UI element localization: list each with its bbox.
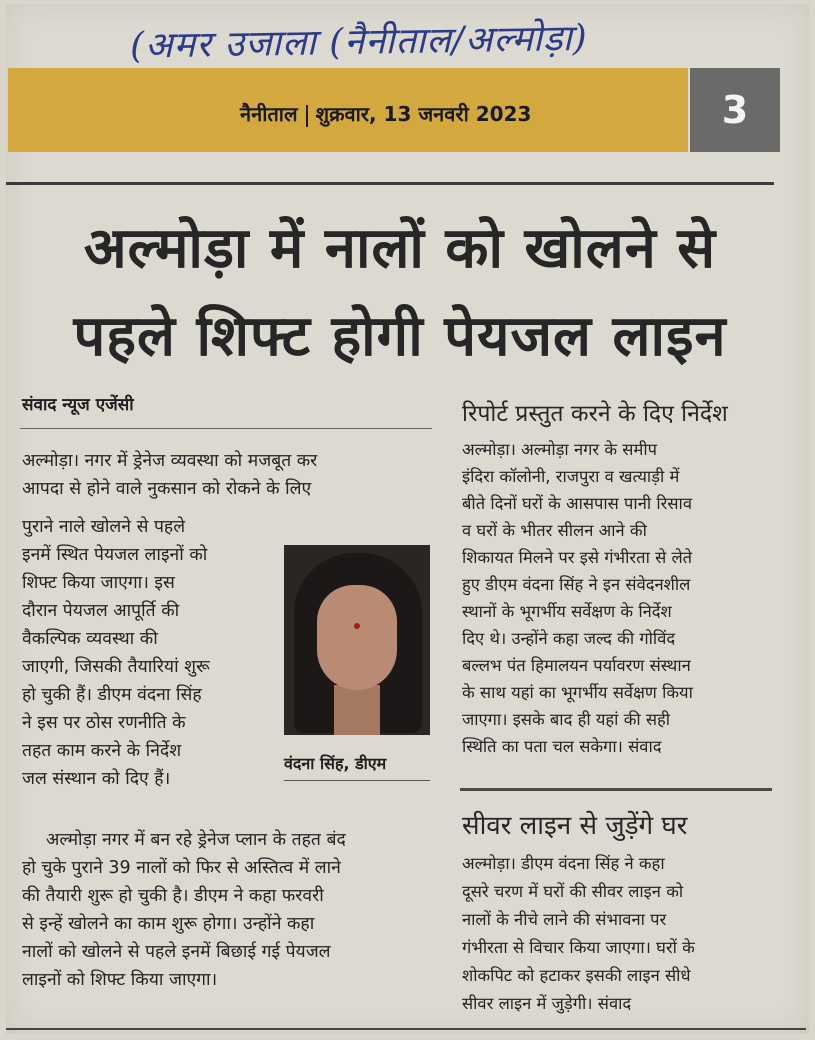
article-line: वैकल्पिक व्यवस्था की: [22, 629, 158, 649]
article-line: हो चुकी हैं। डीएम वंदना सिंह: [22, 685, 202, 705]
sidebar-line: नालों के नीचे लाने की संभावना पर: [462, 910, 667, 929]
masthead-separator: [306, 105, 308, 127]
sidebar-line: जाएगा। इसके बाद ही यहां की सही: [462, 710, 671, 729]
article-line: आपदा से होने वाले नुकसान को रोकने के लिए: [22, 479, 312, 499]
sidebar-line: इंदिरा कॉलोनी, राजपुरा व खत्याड़ी में: [462, 467, 680, 486]
article-narrow-column: [22, 513, 280, 793]
sidebar-line: स्थानों के भूगर्भीय सर्वेक्षण के निर्देश: [462, 602, 672, 621]
masthead-date: शुक्रवार, 13 जनवरी 2023: [315, 102, 532, 126]
headline: [20, 205, 780, 381]
article-line: हो चुके पुराने 39 नालों को फिर से अस्तित्व में लाने: [22, 858, 341, 878]
sidebar-line: के साथ यहां का भूगर्भीय सर्वेक्षण किया: [462, 683, 693, 702]
caption-rule: [284, 780, 430, 781]
article-line: नालों को खोलने से पहले इनमें बिछाई गई पेयजल: [22, 942, 331, 962]
sidebar-line: दिए थे। उन्होंने कहा जल्द की गोविंद: [462, 629, 676, 648]
article-line: लाइनों को शिफ्ट किया जाएगा।: [22, 970, 218, 990]
headline-line-2: पहले शिफ्ट होगी पेयजल लाइन: [73, 304, 727, 369]
sidebar-sewer: [462, 806, 772, 1018]
article-line: जाएगी, जिसकी तैयारियां शुरू: [22, 657, 210, 677]
byline: संवाद न्यूज एजेंसी: [22, 395, 134, 415]
sidebar-report-heading: रिपोर्ट प्रस्तुत करने के दिए निर्देश: [462, 401, 728, 427]
article-line: तहत काम करने के निर्देश: [22, 741, 182, 761]
sidebar-line: अल्मोड़ा। अल्मोड़ा नगर के समीप: [462, 440, 657, 459]
article-line: से इन्हें खोलने का काम शुरू होगा। उन्होंने कहा: [22, 914, 315, 934]
bottom-rule: [6, 1028, 806, 1030]
photo-face: [317, 585, 397, 690]
sidebar-report-body: [462, 436, 772, 760]
article-line: जल संस्थान को दिए हैं।: [22, 769, 171, 789]
photo-bindi: [354, 623, 360, 629]
sidebar-line: बल्लभ पंत हिमालयन पर्यावरण संस्थान: [462, 656, 691, 675]
photo-neck: [334, 685, 380, 735]
article-line: अल्मोड़ा नगर में बन रहे ड्रेनेज प्लान के तहत बंद: [46, 830, 346, 850]
byline-rule: [20, 428, 432, 429]
handwritten-note: (अमर उजाला (नैनीताल/अल्मोड़ा): [129, 17, 589, 67]
photo-caption: वंदना सिंह, डीएम: [284, 754, 387, 773]
sidebar-divider: [460, 788, 772, 791]
article-lead: [22, 447, 432, 503]
sidebar-line: दूसरे चरण में घरों की सीवर लाइन को: [462, 882, 684, 901]
article-line: शिफ्ट किया जाएगा। इस: [22, 573, 175, 593]
article-line: अल्मोड़ा। नगर में ड्रेनेज व्यवस्था को मजबूत कर: [22, 451, 318, 471]
page-number: 3: [721, 88, 749, 132]
masthead-text: [240, 100, 531, 127]
sidebar-line: स्थिति का पता चल सकेगा। संवाद: [462, 737, 662, 756]
sidebar-line: गंभीरता से विचार किया जाएगा। घरों के: [462, 938, 695, 957]
masthead-location: नैनीताल: [240, 102, 298, 126]
dm-photo: [284, 545, 430, 735]
sidebar-report: [462, 396, 772, 760]
article-paragraph-2: [22, 826, 434, 994]
sidebar-line: सीवर लाइन में जुड़ेगी। संवाद: [462, 994, 632, 1013]
sidebar-line: हुए डीएम वंदना सिंह ने इन संवेदनशील: [462, 575, 691, 594]
sidebar-sewer-body: [462, 850, 772, 1018]
sidebar-sewer-heading: सीवर लाइन से जुड़ेंगे घर: [462, 811, 688, 841]
sidebar-line: शोकपिट को हटाकर इसकी लाइन सीधे: [462, 966, 691, 985]
article-line: इनमें स्थित पेयजल लाइनों को: [22, 545, 208, 565]
sidebar-line: शिकायत मिलने पर इसे गंभीरता से लेते: [462, 548, 693, 567]
article-line: ने इस पर ठोस रणनीति के: [22, 713, 186, 733]
sidebar-line: व घरों के भीतर सीलन आने की: [462, 521, 647, 540]
headline-line-1: अल्मोड़ा में नालों को खोलने से: [83, 216, 717, 281]
article-line: पुराने नाले खोलने से पहले: [22, 517, 186, 537]
sidebar-line: अल्मोड़ा। डीएम वंदना सिंह ने कहा: [462, 854, 665, 873]
top-rule: [6, 182, 774, 185]
article-line: की तैयारी शुरू हो चुकी है। डीएम ने कहा फरवरी: [22, 886, 324, 906]
page-number-box: [690, 68, 780, 152]
article-line: दौरान पेयजल आपूर्ति की: [22, 601, 180, 621]
sidebar-line: बीते दिनों घरों के आसपास पानी रिसाव: [462, 494, 692, 513]
